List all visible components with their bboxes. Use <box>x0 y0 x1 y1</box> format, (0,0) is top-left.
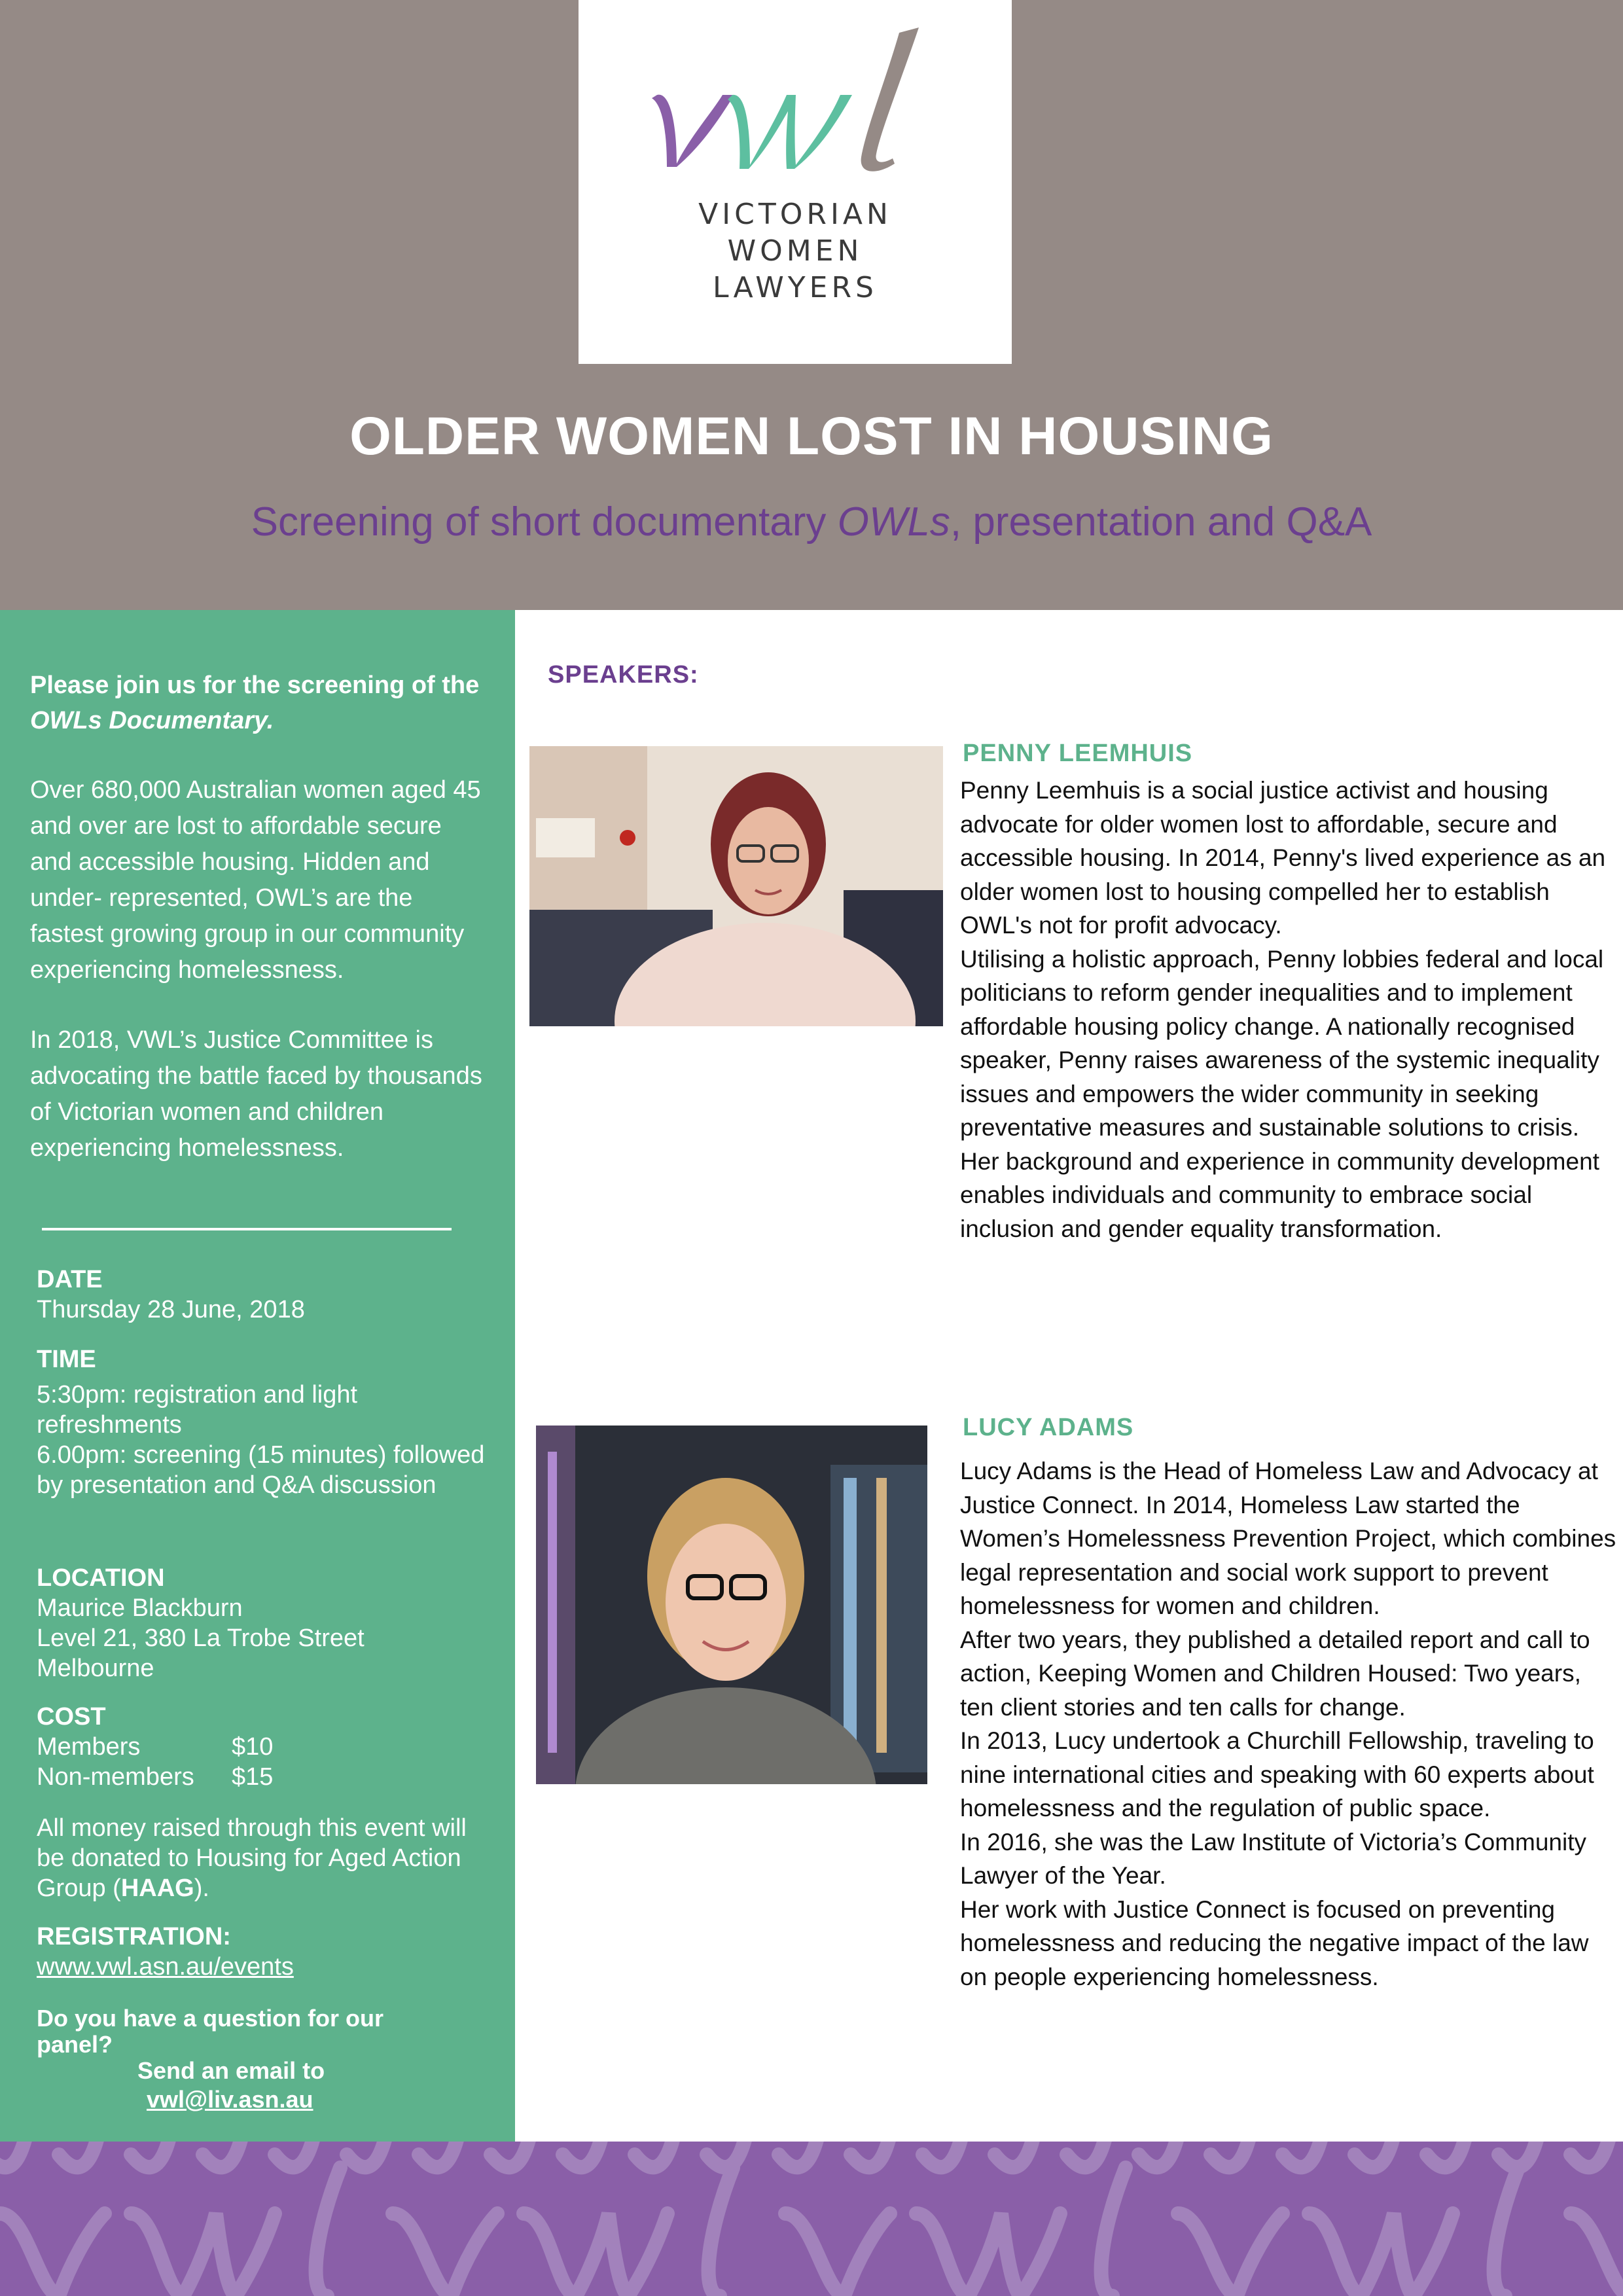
event-details-sidebar <box>0 610 515 2142</box>
speaker-bio-lucy <box>960 1454 1621 1994</box>
bio-paragraph: In 2016, she was the Law Institute of Victoria’s Community Lawyer of the Year. <box>960 1828 1587 1889</box>
registration-link[interactable]: www.vwl.asn.au/events <box>37 1953 294 1981</box>
cost-label: COST <box>37 1703 106 1731</box>
donation-haag: HAAG <box>120 1874 194 1902</box>
location-line-2: Level 21, 380 La Trobe Street <box>37 1624 365 1652</box>
footer-pattern <box>0 2142 1623 2296</box>
bio-paragraph: Penny Leemhuis is a social justice activist and housing advocate for older women lost to affordable, secure and accessible housing. In 2014, Penny's lived experience as an older women lost to housing compelled her to establish OWL's not for profit advocacy. <box>960 777 1606 939</box>
location-section <box>37 1563 495 1683</box>
registration-section <box>37 1922 495 1982</box>
bio-paragraph: Her work with Justice Connect is focused on preventing homelessness and reducing the negative impact of the law on people experiencing homelessness. <box>960 1895 1589 1990</box>
portrait-illustration <box>529 746 943 1026</box>
penny-leemhuis-photo <box>529 746 943 1026</box>
vwl-logo-name <box>579 196 1012 306</box>
subtitle-text-b: , presentation and Q&A <box>950 499 1372 545</box>
send-email-label: Send an email to <box>137 2057 325 2084</box>
date-value: Thursday 28 June, 2018 <box>37 1296 305 1323</box>
time-section <box>37 1344 495 1500</box>
lead-doc-name: OWLs Documentary. <box>30 707 274 734</box>
speakers-heading: SPEAKERS: <box>548 661 699 689</box>
vwl-logo-mark <box>579 13 1012 177</box>
email-link[interactable]: vwl@liv.asn.au <box>147 2086 313 2113</box>
donation-note <box>37 1813 469 1903</box>
time-line-2: 6.00pm: screening (15 minutes) followed by presentation and Q&A discussion <box>37 1441 485 1499</box>
date-label: DATE <box>37 1266 103 1293</box>
intro-paragraph-2: In 2018, VWL’s Justice Committee is advocating the battle faced by thousands of Victorian women and children experiencing homelessness. <box>30 1026 482 1162</box>
divider <box>42 1228 452 1230</box>
vwl-watermark-pattern <box>0 2142 1623 2296</box>
vwl-logo <box>579 0 1012 364</box>
speaker-name-lucy: LUCY ADAMS <box>963 1414 1134 1441</box>
bio-paragraph: Lucy Adams is the Head of Homeless Law and Advocacy at Justice Connect. In 2014, Homeless Law started the Women’s Homelessness Prevention Project, which combines legal representation and social work support to prevent homelessness for women and children. <box>960 1458 1616 1619</box>
bio-paragraph: Her background and experience in community development enables individuals and community to embrace social inclusion and gender equality transformation. <box>960 1147 1599 1242</box>
speakers-section <box>515 610 1623 2142</box>
cost-price: $15 <box>232 1763 274 1791</box>
portrait-illustration <box>536 1426 927 1784</box>
donation-text-a: All money raised through this event will be donated to Housing for Aged Action Group ( <box>37 1814 467 1902</box>
subtitle-text-a: Screening of short documentary <box>251 499 838 545</box>
cost-section <box>37 1702 495 1792</box>
bio-paragraph: Utilising a holistic approach, Penny lobbies federal and local politicians to reform gender inequalities and to implement affordable housing policy change. A nationally recognised speaker, Penny raises awareness of the systemic inequality issues and empowers the wider community in seeking preventative measures and sustainable solutions to crisis. <box>960 945 1604 1141</box>
lucy-adams-photo <box>536 1426 927 1784</box>
cost-type: Members <box>37 1733 141 1761</box>
cost-row-members <box>37 1732 495 1762</box>
donation-text-b: ). <box>194 1874 209 1902</box>
logo-line-1: VICTORIAN <box>698 198 892 231</box>
location-label: LOCATION <box>37 1564 165 1592</box>
event-title: OLDER WOMEN LOST IN HOUSING <box>349 406 1274 466</box>
location-line-1: Maurice Blackburn <box>37 1594 243 1622</box>
speaker-name-penny: PENNY LEEMHUIS <box>963 740 1193 767</box>
time-label: TIME <box>37 1346 96 1373</box>
subtitle-owls: OWLs <box>837 499 950 545</box>
speaker-bio-penny <box>960 774 1621 1246</box>
header-banner <box>0 0 1623 610</box>
event-subtitle <box>0 499 1623 545</box>
location-line-3: Melbourne <box>37 1655 154 1682</box>
cost-type: Non-members <box>37 1763 194 1791</box>
bio-paragraph: In 2013, Lucy undertook a Churchill Fellowship, traveling to nine international cities and speaking with 60 experts about homelessness and the regulation of public space. <box>960 1727 1594 1821</box>
cost-price: $10 <box>232 1733 274 1761</box>
logo-line-3: LAWYERS <box>713 271 878 304</box>
logo-line-2: WOMEN <box>727 234 863 268</box>
lead-text: Please join us for the screening of the <box>30 672 480 699</box>
cost-row-non-members <box>37 1762 495 1792</box>
intro-paragraph-1: Over 680,000 Australian women aged 45 and over are lost to affordable secure and accessible housing. Hidden and under- represented, OWL’s are the fastest growing group in our community experiencing homelessness. <box>30 776 481 984</box>
bio-paragraph: After two years, they published a detailed report and call to action, Keeping Women and Children Housed: Two years, ten client stories and ten calls for change. <box>960 1626 1590 1721</box>
registration-label: REGISTRATION: <box>37 1923 231 1950</box>
time-line-1: 5:30pm: registration and light refreshments <box>37 1381 358 1439</box>
question-prompt: Do you have a question for our panel? <box>37 2005 384 2058</box>
date-section <box>37 1265 495 1325</box>
invitation-lead <box>30 668 482 738</box>
